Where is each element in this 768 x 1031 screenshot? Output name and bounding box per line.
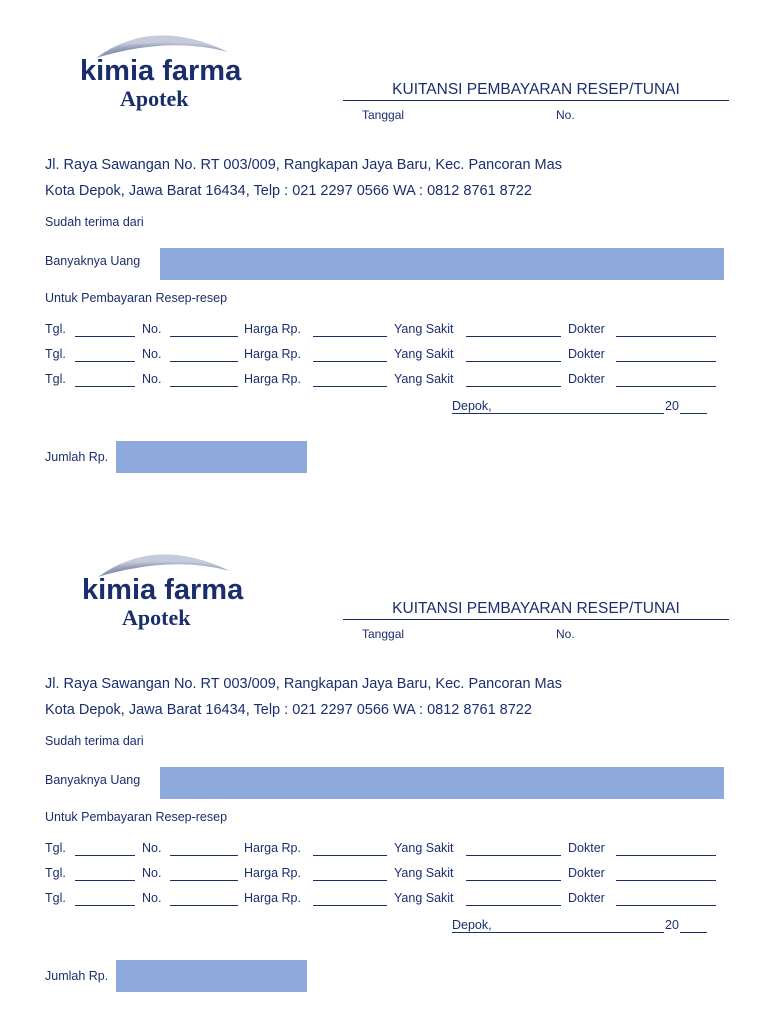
sakit-field[interactable] [466, 386, 561, 387]
no-field[interactable] [170, 386, 238, 387]
harga-field[interactable] [313, 880, 387, 881]
amount-label: Banyaknya Uang [45, 773, 141, 787]
harga-field[interactable] [313, 386, 387, 387]
receipt-title: KUITANSI PEMBAYARAN RESEP/TUNAI [343, 599, 729, 620]
svg-text:Apotek: Apotek [120, 86, 189, 111]
purpose-label: Untuk Pembayaran Resep-resep [45, 291, 228, 305]
sakit-label: Yang Sakit [394, 322, 454, 336]
receipt-1 [0, 0, 768, 512]
received-from-label: Sudah terima dari [45, 734, 144, 748]
address-line-2: Kota Depok, Jawa Barat 16434, Telp : 021 2297 0566 WA : 0812 8761 8722 [45, 183, 532, 199]
tgl-label: Tgl. [45, 841, 66, 855]
dokter-field[interactable] [616, 880, 716, 881]
prescription-row [45, 372, 725, 388]
no-field[interactable] [170, 336, 238, 337]
total-label: Jumlah Rp. [45, 450, 109, 464]
tgl-field[interactable] [75, 386, 135, 387]
number-label: No. [556, 108, 575, 122]
no-label: No. [142, 891, 162, 905]
place-label: Depok, [452, 399, 492, 413]
receipt-2 [0, 519, 768, 1031]
dokter-field[interactable] [616, 855, 716, 856]
sakit-field[interactable] [466, 361, 561, 362]
amount-field[interactable] [160, 248, 724, 280]
no-field[interactable] [170, 855, 238, 856]
svg-text:Apotek: Apotek [122, 605, 191, 630]
year-prefix: 20 [665, 399, 679, 413]
dokter-field[interactable] [616, 361, 716, 362]
year-field[interactable] [680, 932, 707, 933]
total-label: Jumlah Rp. [45, 969, 109, 983]
total-field[interactable] [116, 960, 307, 992]
amount-field[interactable] [160, 767, 724, 799]
total-field[interactable] [116, 441, 307, 473]
sakit-label: Yang Sakit [394, 372, 454, 386]
place-label: Depok, [452, 918, 492, 932]
no-label: No. [142, 841, 162, 855]
no-field[interactable] [170, 905, 238, 906]
tgl-field[interactable] [75, 880, 135, 881]
no-label: No. [142, 347, 162, 361]
dokter-label: Dokter [568, 322, 605, 336]
no-label: No. [142, 372, 162, 386]
year-prefix: 20 [665, 918, 679, 932]
tgl-label: Tgl. [45, 322, 66, 336]
kimia-farma-logo [78, 541, 278, 633]
sakit-label: Yang Sakit [394, 866, 454, 880]
place-date-line [452, 918, 708, 934]
place-date-field[interactable] [452, 413, 664, 414]
prescription-row [45, 322, 725, 338]
year-field[interactable] [680, 413, 707, 414]
harga-label: Harga Rp. [244, 841, 301, 855]
harga-field[interactable] [313, 855, 387, 856]
dokter-label: Dokter [568, 347, 605, 361]
sakit-label: Yang Sakit [394, 347, 454, 361]
tgl-field[interactable] [75, 905, 135, 906]
harga-label: Harga Rp. [244, 866, 301, 880]
received-from-label: Sudah terima dari [45, 215, 144, 229]
dokter-field[interactable] [616, 386, 716, 387]
prescription-row [45, 347, 725, 363]
tgl-label: Tgl. [45, 866, 66, 880]
number-label: No. [556, 627, 575, 641]
tgl-label: Tgl. [45, 347, 66, 361]
purpose-label: Untuk Pembayaran Resep-resep [45, 810, 228, 824]
harga-label: Harga Rp. [244, 891, 301, 905]
dokter-field[interactable] [616, 336, 716, 337]
dokter-field[interactable] [616, 905, 716, 906]
tgl-field[interactable] [75, 361, 135, 362]
no-label: No. [142, 866, 162, 880]
sakit-field[interactable] [466, 336, 561, 337]
svg-text:kimia farma: kimia farma [82, 574, 244, 606]
date-label: Tanggal [362, 627, 405, 641]
tgl-field[interactable] [75, 855, 135, 856]
tgl-label: Tgl. [45, 891, 66, 905]
tgl-field[interactable] [75, 336, 135, 337]
harga-label: Harga Rp. [244, 347, 301, 361]
svg-text:kimia farma: kimia farma [80, 55, 242, 87]
no-field[interactable] [170, 880, 238, 881]
dokter-label: Dokter [568, 372, 605, 386]
place-date-line [452, 399, 708, 415]
prescription-row [45, 841, 725, 857]
address-line-1: Jl. Raya Sawangan No. RT 003/009, Rangkapan Jaya Baru, Kec. Pancoran Mas [45, 676, 562, 692]
dokter-label: Dokter [568, 866, 605, 880]
date-label: Tanggal [362, 108, 405, 122]
dokter-label: Dokter [568, 841, 605, 855]
sakit-field[interactable] [466, 855, 561, 856]
no-field[interactable] [170, 361, 238, 362]
sakit-field[interactable] [466, 905, 561, 906]
harga-label: Harga Rp. [244, 372, 301, 386]
receipt-title: KUITANSI PEMBAYARAN RESEP/TUNAI [343, 80, 729, 101]
sakit-label: Yang Sakit [394, 841, 454, 855]
no-label: No. [142, 322, 162, 336]
address-line-2: Kota Depok, Jawa Barat 16434, Telp : 021 2297 0566 WA : 0812 8761 8722 [45, 702, 532, 718]
prescription-row [45, 866, 725, 882]
dokter-label: Dokter [568, 891, 605, 905]
harga-field[interactable] [313, 336, 387, 337]
address-line-1: Jl. Raya Sawangan No. RT 003/009, Rangkapan Jaya Baru, Kec. Pancoran Mas [45, 157, 562, 173]
tgl-label: Tgl. [45, 372, 66, 386]
kimia-farma-logo [78, 22, 278, 114]
sakit-field[interactable] [466, 880, 561, 881]
prescription-row [45, 891, 725, 907]
harga-label: Harga Rp. [244, 322, 301, 336]
place-date-field[interactable] [452, 932, 664, 933]
sakit-label: Yang Sakit [394, 891, 454, 905]
harga-field[interactable] [313, 905, 387, 906]
harga-field[interactable] [313, 361, 387, 362]
amount-label: Banyaknya Uang [45, 254, 141, 268]
